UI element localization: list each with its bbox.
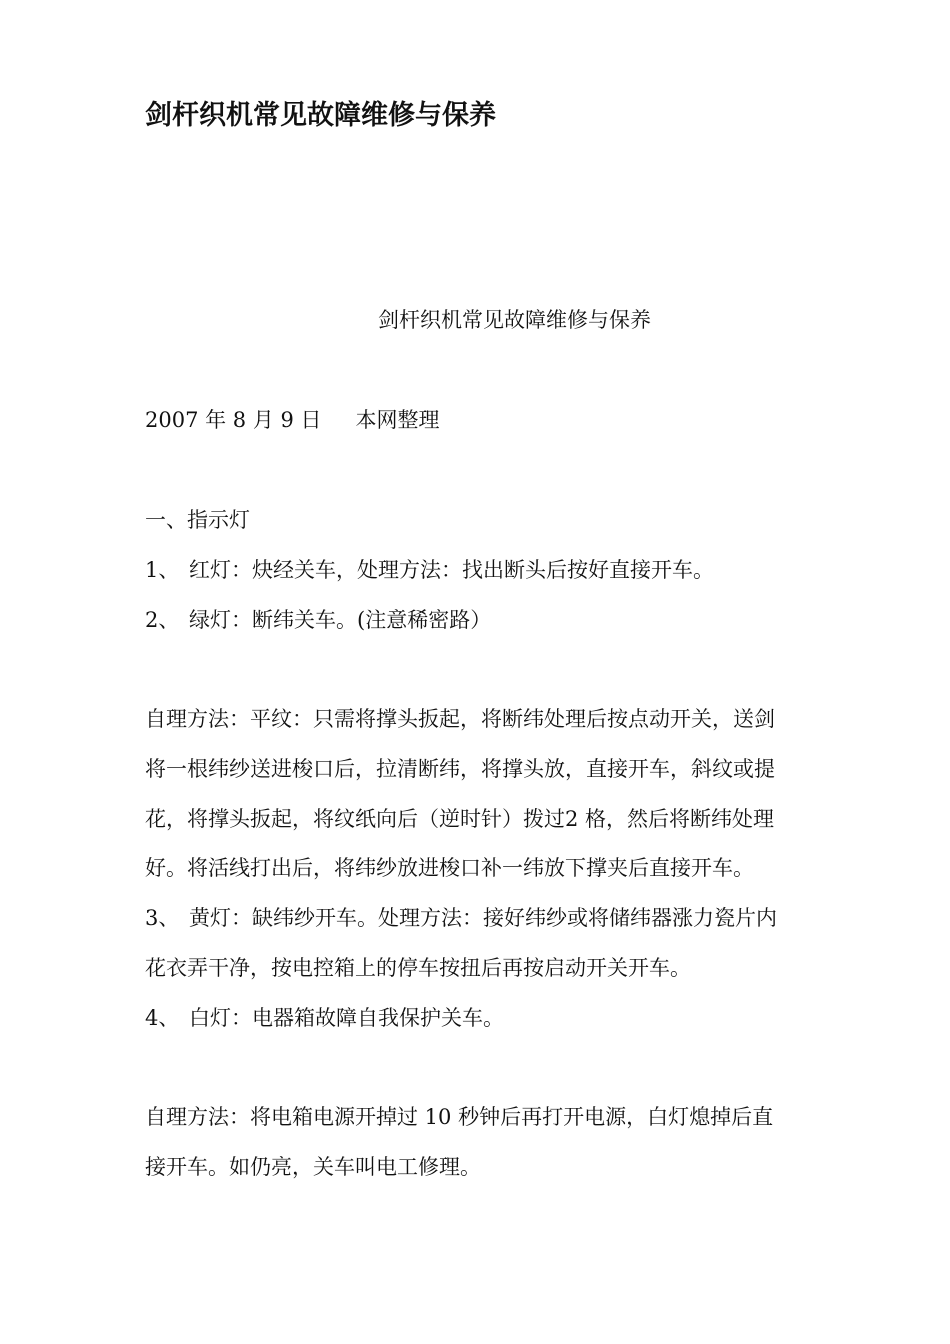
document-title: 剑杆织机常见故障维修与保养 [145, 100, 496, 131]
list-number: 3、 [145, 906, 180, 930]
list-number: 2、 [145, 608, 180, 632]
list-number: 4、 [145, 1006, 180, 1030]
list-text: 绿灯：断纬关车。(注意稀密路） [189, 608, 492, 632]
list-text: 黄灯：缺纬纱开车。处理方法：接好纬纱或将储纬器涨力瓷片内 [189, 906, 777, 930]
paragraph-line: 花衣弄干净，按电控箱上的停车按扭后再按启动开关开车。 [145, 956, 691, 980]
list-text: 红灯：炔经关车，处理方法：找出断头后按好直接开车。 [189, 558, 714, 582]
paragraph-line: 将一根纬纱送进梭口后，拉清断纬，将撑头放，直接开车，斜纹或提 [145, 757, 775, 781]
section-heading-indicator: 一、指示灯 [145, 508, 250, 532]
list-item-yellow-light [145, 903, 777, 933]
paragraph-line: 自理方法：将电箱电源开掉过 10 秒钟后再打开电源，白灯熄掉后直 [145, 1105, 774, 1129]
list-item-green-light [145, 605, 491, 635]
paragraph-line: 自理方法：平纹：只需将撑头扳起，将断纬处理后按点动开关，送剑 [145, 707, 775, 731]
source-text: 本网整理 [355, 408, 440, 432]
article-title: 剑杆织机常见故障维修与保养 [378, 308, 651, 332]
paragraph-line: 好。将活线打出后，将纬纱放进梭口补一纬放下撑夹后直接开车。 [145, 856, 754, 880]
paragraph-line: 花，将撑头扳起，将纹纸向后（逆时针）拨过2 格，然后将断纬处理 [145, 807, 775, 831]
publish-date: 2007 年 8 月 9 日 [145, 408, 322, 432]
list-item-red-light [145, 555, 714, 585]
list-item-white-light [145, 1003, 504, 1033]
list-number: 1、 [145, 558, 180, 582]
paragraph-line: 接开车。如仍亮，关车叫电工修理。 [145, 1155, 481, 1179]
date-line [145, 405, 440, 435]
list-text: 白灯：电器箱故障自我保护关车。 [189, 1006, 504, 1030]
